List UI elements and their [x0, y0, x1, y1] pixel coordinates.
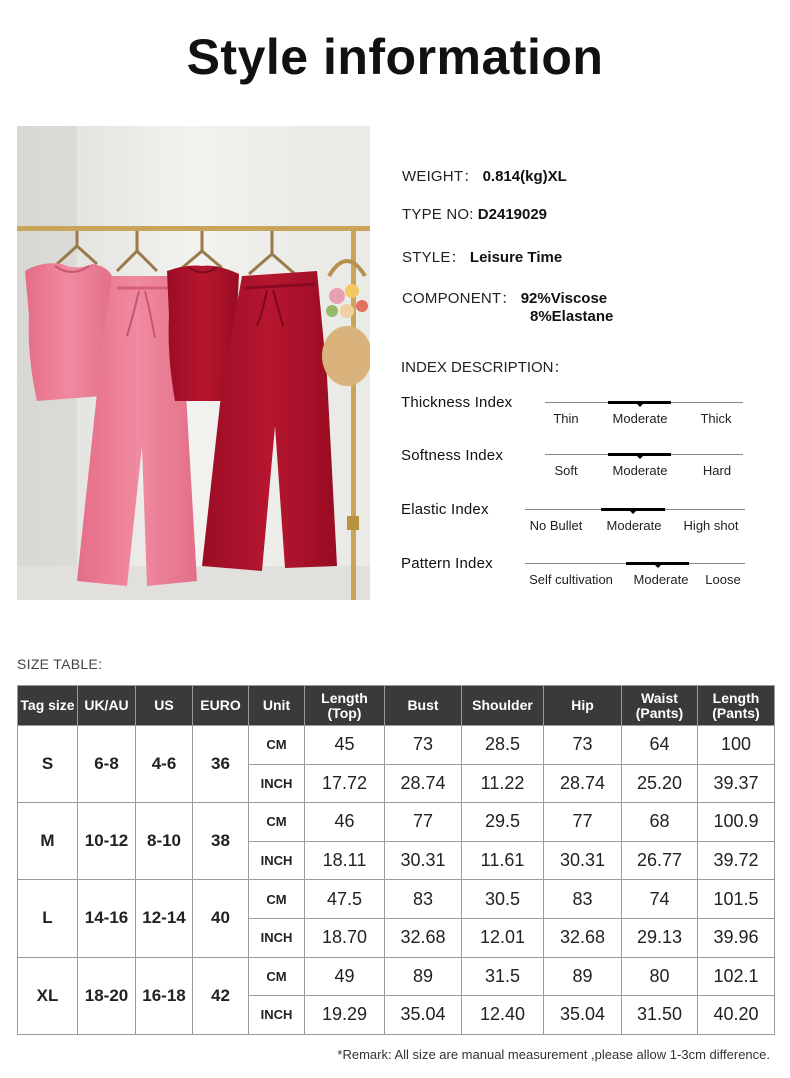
- tag-size-cell: S: [18, 726, 78, 803]
- option-label: Moderate: [606, 518, 662, 533]
- table-header-row: [18, 686, 775, 726]
- option-label: Hard: [702, 463, 732, 478]
- option-label: Soft: [554, 463, 578, 478]
- measurement-cell: 77: [544, 803, 622, 842]
- measurement-cell: 26.77: [622, 841, 698, 880]
- measurement-cell: 83: [385, 880, 462, 919]
- header-shoulder: Shoulder: [462, 686, 544, 726]
- table-row: [18, 880, 775, 919]
- euro-cell: 38: [193, 803, 249, 880]
- unit-cell: CM: [249, 880, 305, 919]
- measurement-cell: 31.5: [462, 957, 544, 996]
- measurement-cell: 64: [622, 726, 698, 765]
- style-value: Leisure Time: [469, 249, 563, 266]
- measurement-cell: 39.72: [698, 841, 775, 880]
- measurement-cell: 47.5: [305, 880, 385, 919]
- uk-au-cell: 10-12: [78, 803, 136, 880]
- option-label: Self cultivation: [529, 572, 613, 587]
- option-label: Thick: [700, 411, 732, 426]
- measurement-cell: 83: [544, 880, 622, 919]
- table-row: [18, 803, 775, 842]
- remark-note: *Remark: All size are manual measurement ,please allow 1-3cm difference.: [337, 1047, 770, 1062]
- us-cell: 12-14: [136, 880, 193, 957]
- option-label: No Bullet: [529, 518, 583, 533]
- measurement-cell: 12.01: [462, 918, 544, 957]
- measurement-cell: 45: [305, 726, 385, 765]
- header-us: US: [136, 686, 193, 726]
- measurement-cell: 25.20: [622, 764, 698, 803]
- unit-cell: CM: [249, 726, 305, 765]
- measurement-cell: 32.68: [544, 918, 622, 957]
- measurement-cell: 29.13: [622, 918, 698, 957]
- measurement-cell: 17.72: [305, 764, 385, 803]
- measurement-cell: 11.61: [462, 841, 544, 880]
- scale-marker: [608, 401, 671, 404]
- weight-line: [402, 165, 567, 186]
- measurement-cell: 29.5: [462, 803, 544, 842]
- tag-size-cell: M: [18, 803, 78, 880]
- measurement-cell: 12.40: [462, 996, 544, 1035]
- unit-cell: CM: [249, 803, 305, 842]
- unit-cell: INCH: [249, 996, 305, 1035]
- header-hip: Hip: [544, 686, 622, 726]
- component-value-1: 92%Viscose: [520, 290, 608, 307]
- measurement-cell: 28.5: [462, 726, 544, 765]
- size-table: [17, 685, 775, 1035]
- option-label: High shot: [683, 518, 739, 533]
- measurement-cell: 31.50: [622, 996, 698, 1035]
- header-unit: Unit: [249, 686, 305, 726]
- measurement-cell: 68: [622, 803, 698, 842]
- component-line-2: [530, 308, 613, 325]
- us-cell: 16-18: [136, 957, 193, 1034]
- index-name-pattern: Pattern Index: [401, 555, 493, 572]
- table-row: [18, 957, 775, 996]
- option-label: Loose: [705, 572, 741, 587]
- measurement-cell: 46: [305, 803, 385, 842]
- euro-cell: 40: [193, 880, 249, 957]
- measurement-cell: 32.68: [385, 918, 462, 957]
- header-tag-size: Tag size: [18, 686, 78, 726]
- measurement-cell: 18.70: [305, 918, 385, 957]
- header-length-top: Length (Top): [305, 686, 385, 726]
- weight-value: 0.814(kg)XL: [482, 168, 567, 185]
- size-table-body: [18, 726, 775, 1035]
- measurement-cell: 89: [385, 957, 462, 996]
- measurement-cell: 101.5: [698, 880, 775, 919]
- type-label: TYPE NO:: [402, 206, 474, 223]
- measurement-cell: 80: [622, 957, 698, 996]
- scale-marker: [626, 562, 689, 565]
- scale-marker: [608, 453, 671, 456]
- index-scale-thickness: [545, 402, 743, 432]
- unit-cell: INCH: [249, 918, 305, 957]
- header-length-pants: Length (Pants): [698, 686, 775, 726]
- type-line: [402, 206, 547, 223]
- component-line: [402, 287, 607, 308]
- header-bust: Bust: [385, 686, 462, 726]
- measurement-cell: 28.74: [544, 764, 622, 803]
- weight-label: WEIGHT：: [402, 168, 479, 185]
- measurement-cell: 40.20: [698, 996, 775, 1035]
- table-row: [18, 726, 775, 765]
- option-label: Moderate: [612, 463, 668, 478]
- measurement-cell: 100.9: [698, 803, 775, 842]
- measurement-cell: 89: [544, 957, 622, 996]
- option-label: Moderate: [612, 411, 668, 426]
- index-name-elastic: Elastic Index: [401, 501, 489, 518]
- measurement-cell: 18.11: [305, 841, 385, 880]
- option-label: Thin: [553, 411, 579, 426]
- uk-au-cell: 6-8: [78, 726, 136, 803]
- index-heading: INDEX DESCRIPTION：: [401, 359, 569, 376]
- us-cell: 8-10: [136, 803, 193, 880]
- component-label: COMPONENT：: [402, 290, 517, 307]
- measurement-cell: 39.37: [698, 764, 775, 803]
- header-euro: EURO: [193, 686, 249, 726]
- type-value: D2419029: [477, 206, 548, 223]
- index-scale-softness: [545, 454, 743, 484]
- unit-cell: CM: [249, 957, 305, 996]
- measurement-cell: 35.04: [544, 996, 622, 1035]
- euro-cell: 42: [193, 957, 249, 1034]
- style-line: [402, 246, 562, 267]
- uk-au-cell: 14-16: [78, 880, 136, 957]
- measurement-cell: 30.31: [385, 841, 462, 880]
- measurement-cell: 49: [305, 957, 385, 996]
- product-photo: [17, 126, 370, 600]
- measurement-cell: 35.04: [385, 996, 462, 1035]
- index-scale-pattern: [525, 563, 745, 593]
- measurement-cell: 77: [385, 803, 462, 842]
- unit-cell: INCH: [249, 764, 305, 803]
- measurement-cell: 73: [385, 726, 462, 765]
- page-title: Style information: [186, 29, 604, 85]
- tag-size-cell: XL: [18, 957, 78, 1034]
- measurement-cell: 11.22: [462, 764, 544, 803]
- size-table-label: SIZE TABLE:: [17, 656, 103, 672]
- unit-cell: INCH: [249, 841, 305, 880]
- measurement-cell: 73: [544, 726, 622, 765]
- tag-size-cell: L: [18, 880, 78, 957]
- measurement-cell: 30.5: [462, 880, 544, 919]
- index-scale-elastic: [525, 509, 745, 539]
- measurement-cell: 100: [698, 726, 775, 765]
- header-waist-pants: Waist (Pants): [622, 686, 698, 726]
- euro-cell: 36: [193, 726, 249, 803]
- measurement-cell: 39.96: [698, 918, 775, 957]
- uk-au-cell: 18-20: [78, 957, 136, 1034]
- index-name-thickness: Thickness Index: [401, 394, 513, 411]
- measurement-cell: 74: [622, 880, 698, 919]
- measurement-cell: 30.31: [544, 841, 622, 880]
- style-label: STYLE：: [402, 249, 466, 266]
- measurement-cell: 19.29: [305, 996, 385, 1035]
- component-value-2: 8%Elastane: [530, 308, 614, 325]
- measurement-cell: 28.74: [385, 764, 462, 803]
- us-cell: 4-6: [136, 726, 193, 803]
- option-label: Moderate: [633, 572, 689, 587]
- index-name-softness: Softness Index: [401, 447, 504, 464]
- measurement-cell: 102.1: [698, 957, 775, 996]
- header-uk-au: UK/AU: [78, 686, 136, 726]
- scale-marker: [601, 508, 665, 511]
